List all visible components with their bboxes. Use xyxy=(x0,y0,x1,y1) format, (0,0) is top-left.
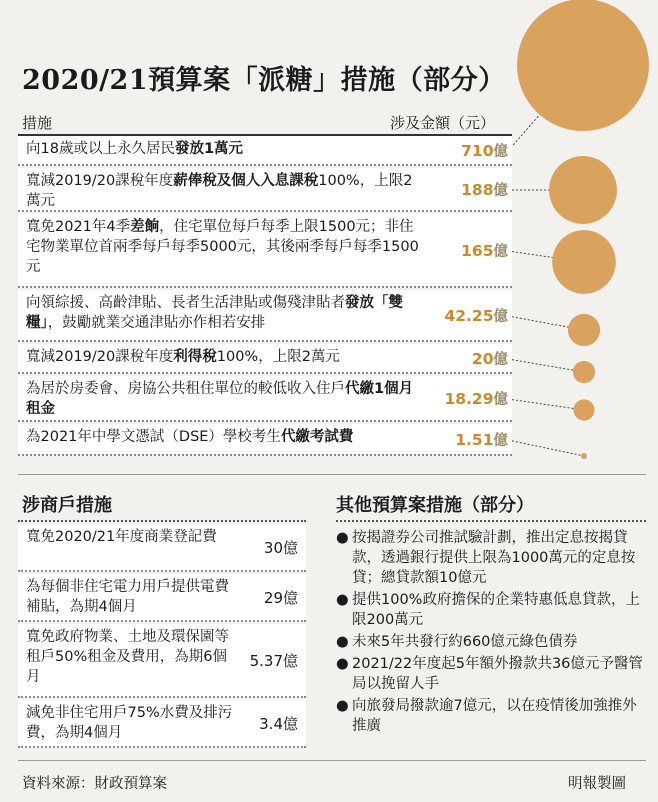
amount-label xyxy=(444,305,508,326)
amount-label xyxy=(444,388,508,409)
other-list xyxy=(336,528,646,738)
measure-fragment: 寬減2019/20課稅年度 xyxy=(26,173,174,189)
table-row xyxy=(18,214,512,288)
measure-text xyxy=(26,427,426,447)
measure-highlight: 發放「雙糧」 xyxy=(26,295,403,331)
measure-fragment: 寬減2019/20課稅年度 xyxy=(26,349,174,365)
business-value: 29億 xyxy=(263,589,298,607)
amount-value: 42.25 xyxy=(444,307,494,325)
business-text: 為每個非住宅電力用戶提供電費補貼，為期4個月 xyxy=(26,579,229,615)
measure-text xyxy=(26,139,426,159)
list-item-text: 未來5年共發行約660億元綠色債券 xyxy=(352,634,578,650)
leader-line xyxy=(508,359,584,372)
bullet-icon: ● xyxy=(336,656,349,672)
bubble xyxy=(573,399,594,420)
header-measure: 措施 xyxy=(22,114,53,132)
amount-label xyxy=(472,348,508,369)
business-title: 涉商戶措施 xyxy=(22,495,112,516)
measure-text xyxy=(26,347,426,367)
measure-fragment: 100%，上限2萬元 xyxy=(216,349,340,365)
business-value: 30億 xyxy=(263,539,298,557)
list-item xyxy=(336,654,646,694)
business-row xyxy=(18,624,306,698)
list-item xyxy=(336,632,646,652)
measure-text xyxy=(26,171,426,211)
table-row xyxy=(18,424,512,456)
table-row xyxy=(18,136,512,166)
amount-label xyxy=(455,429,508,450)
measure-fragment: 向領綜援、高齡津貼、長者生活津貼或傷殘津貼者 xyxy=(26,295,345,311)
measure-fragment: 100%，上限2萬元 xyxy=(26,173,413,209)
page-title: 2020/21預算案「派糖」措施（部分） xyxy=(22,65,506,96)
measure-fragment: 為2021年中學文憑試（DSE）學校考生 xyxy=(26,429,281,445)
measure-text xyxy=(26,293,426,333)
table-row xyxy=(18,344,512,374)
list-item-text: 向旅發局撥款逾7億元，以在疫情後加強推外推廣 xyxy=(352,698,637,734)
header-amount: 涉及金額（元） xyxy=(390,114,496,132)
amount-unit: 億 xyxy=(493,183,508,199)
list-item xyxy=(336,696,646,736)
measure-fragment: 向18歲或以上永久居民 xyxy=(26,141,175,157)
business-text: 減免非住宅用戶75%水費及排污費，為期4個月 xyxy=(26,705,233,741)
list-item xyxy=(336,590,646,630)
other-title: 其他預算案措施（部分） xyxy=(336,495,534,516)
leader-line xyxy=(508,399,584,410)
measure-text xyxy=(26,379,426,419)
business-rule xyxy=(18,520,306,522)
list-item-text: 2021/22年度起5年額外撥款共36億元予醫管局以挽留人手 xyxy=(352,656,643,692)
measure-text xyxy=(26,217,426,277)
amount-unit: 億 xyxy=(493,352,508,368)
table-row xyxy=(18,290,512,342)
amount-value: 165 xyxy=(461,242,494,260)
bubble xyxy=(581,453,587,459)
amount-value: 18.29 xyxy=(444,390,494,408)
amount-value: 1.51 xyxy=(455,431,494,449)
footer-rule xyxy=(18,760,646,761)
business-value: 5.37億 xyxy=(249,652,298,670)
measure-highlight: 代繳考試費 xyxy=(280,429,354,445)
bullet-icon: ● xyxy=(336,530,349,546)
business-value: 3.4億 xyxy=(259,715,298,733)
other-rule xyxy=(336,520,646,522)
leader-line xyxy=(508,440,584,456)
list-item-text: 提供100%政府擔保的企業特惠低息貸款，上限200萬元 xyxy=(352,592,640,628)
bubble xyxy=(573,361,595,383)
section-divider xyxy=(18,474,646,475)
measure-highlight: 發放1萬元 xyxy=(174,141,244,157)
bullet-icon: ● xyxy=(336,634,349,650)
list-item xyxy=(336,528,646,588)
credit-note: 明報製圖 xyxy=(568,776,626,792)
business-row xyxy=(18,700,306,748)
measure-highlight: 薪俸稅及個人入息課稅 xyxy=(173,173,319,189)
measure-fragment: 為居於房委會、房協公共租住單位的較低收入住戶 xyxy=(26,381,345,397)
business-text: 寬免2020/21年度商業登記費 xyxy=(26,529,217,545)
list-item-text: 按揭證券公司推試驗計劃，推出定息按揭貸款，透過銀行提供上限為1000萬元的定息按貸；總貸款額10億元 xyxy=(352,530,636,586)
business-row xyxy=(18,574,306,622)
amount-value: 188 xyxy=(461,181,494,199)
table-row xyxy=(18,376,512,422)
amount-unit: 億 xyxy=(493,433,508,449)
business-text: 寬免政府物業、土地及環保園等租戶50%租金及費用，為期6個月 xyxy=(26,629,229,685)
bubble xyxy=(552,230,616,294)
bubble xyxy=(517,0,649,131)
bubble xyxy=(568,314,600,346)
measure-highlight: 差餉 xyxy=(130,219,160,235)
measure-highlight: 利得稅 xyxy=(173,349,217,365)
amount-value: 710 xyxy=(461,142,494,160)
business-row xyxy=(18,524,306,572)
amount-label xyxy=(461,240,508,261)
amount-unit: 億 xyxy=(493,392,508,408)
amount-value: 20 xyxy=(471,350,494,368)
bullet-icon: ● xyxy=(336,698,349,714)
measure-fragment: ，住宅單位每戶每季上限1500元；非住宅物業單位首兩季每戶每季5000元，其後兩季每戶每季1500元 xyxy=(26,219,419,275)
amount-label xyxy=(461,140,508,161)
measure-highlight: 代繳1個月租金 xyxy=(26,381,414,417)
amount-unit: 億 xyxy=(493,309,508,325)
table-row xyxy=(18,168,512,212)
amount-unit: 億 xyxy=(493,244,508,260)
bullet-icon: ● xyxy=(336,592,349,608)
amount-unit: 億 xyxy=(493,144,508,160)
measure-fragment: ，鼓勵就業交通津貼亦作相若安排 xyxy=(47,315,266,331)
source-note: 資料來源：財政預算案 xyxy=(22,776,167,792)
measure-fragment: 寬免2021年4季 xyxy=(26,219,131,235)
amount-label xyxy=(461,179,508,200)
bubble xyxy=(549,156,617,224)
